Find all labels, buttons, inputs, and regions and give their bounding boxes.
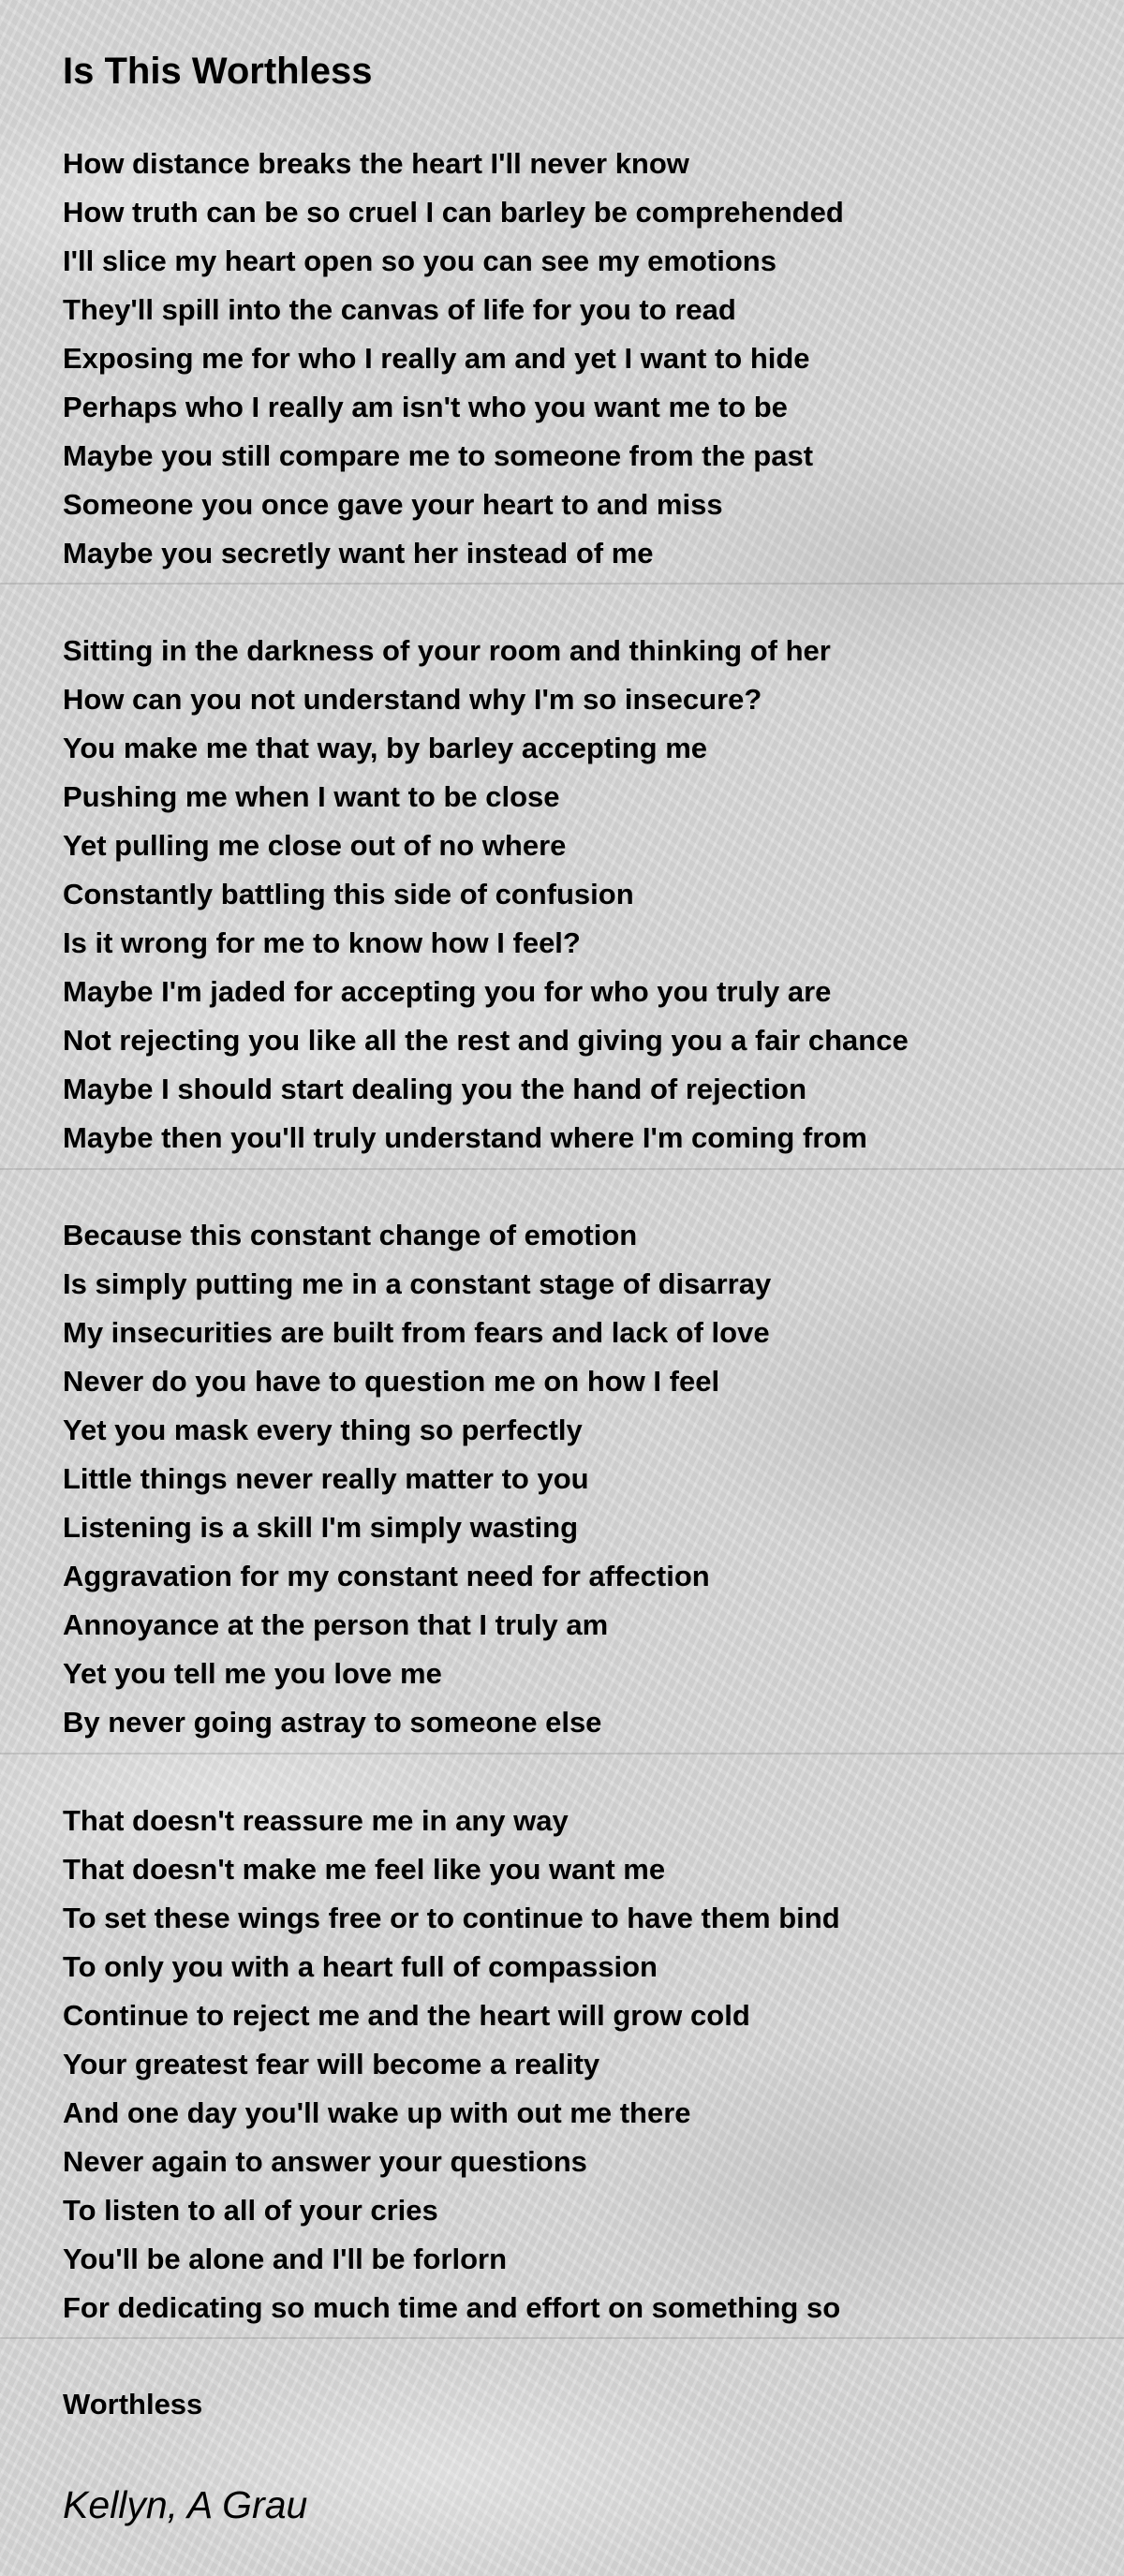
poem-line: You make me that way, by barley accepting me <box>63 732 707 764</box>
poem-line: Maybe I should start dealing you the hand of rejection <box>63 1073 807 1105</box>
poem-line: That doesn't make me feel like you want me <box>63 1853 666 1886</box>
poem-line: Your greatest fear will become a reality <box>63 2048 600 2080</box>
poem-line: Maybe I'm jaded for accepting you for who you truly are <box>63 975 832 1008</box>
stanza-2 <box>63 627 1093 1162</box>
poem-line: For dedicating so much time and effort on something so <box>63 2291 841 2324</box>
background-seam <box>0 1168 1124 1170</box>
poem-line: Perhaps who I really am isn't who you want me to be <box>63 391 788 423</box>
poem-line: Worthless <box>63 2388 203 2421</box>
poem-line: Annoyance at the person that I truly am <box>63 1608 609 1641</box>
stanza-5 <box>63 2380 1093 2429</box>
poem-line: How can you not understand why I'm so insecure? <box>63 683 762 716</box>
background-seam <box>0 1753 1124 1754</box>
poem-line: Continue to reject me and the heart will grow cold <box>63 1999 750 2032</box>
stanza-3 <box>63 1211 1093 1747</box>
background-seam <box>0 2337 1124 2339</box>
stanza-4 <box>63 1797 1093 2332</box>
poem-line: Never do you have to question me on how I feel <box>63 1365 720 1398</box>
poem-line: I'll slice my heart open so you can see my emotions <box>63 244 776 277</box>
poem-line: They'll spill into the canvas of life for you to read <box>63 293 736 326</box>
poem-line: Aggravation for my constant need for affection <box>63 1560 710 1592</box>
poem-line: Someone you once gave your heart to and miss <box>63 488 723 521</box>
poem-line: Yet you tell me you love me <box>63 1657 442 1690</box>
poem-line: To set these wings free or to continue to have them bind <box>63 1902 840 1934</box>
poem-line: Maybe then you'll truly understand where I'm coming from <box>63 1121 867 1154</box>
poem-line: Is simply putting me in a constant stage of disarray <box>63 1267 772 1300</box>
poem-line: Sitting in the darkness of your room and thinking of her <box>63 634 831 667</box>
poem-line: Constantly battling this side of confusion <box>63 878 634 910</box>
poem-line: Maybe you secretly want her instead of me <box>63 537 654 570</box>
poem-line: To only you with a heart full of compassion <box>63 1950 658 1983</box>
poem-line: Little things never really matter to you <box>63 1462 589 1495</box>
poem-line: Not rejecting you like all the rest and giving you a fair chance <box>63 1024 909 1057</box>
poem-line: How distance breaks the heart I'll never know <box>63 147 689 180</box>
poem-line: Exposing me for who I really am and yet I want to hide <box>63 342 810 375</box>
poem-line: Yet pulling me close out of no where <box>63 829 567 862</box>
poem-line: Yet you mask every thing so perfectly <box>63 1414 583 1446</box>
poem-line: Because this constant change of emotion <box>63 1219 638 1251</box>
poem-line: Never again to answer your questions <box>63 2145 587 2178</box>
poem-line: Maybe you still compare me to someone from the past <box>63 439 814 472</box>
poem-line: To listen to all of your cries <box>63 2194 438 2227</box>
poem-author: Kellyn, A Grau <box>63 2483 308 2526</box>
poem-line: Listening is a skill I'm simply wasting <box>63 1511 579 1544</box>
poem-line: My insecurities are built from fears and lack of love <box>63 1316 770 1349</box>
poem-title: Is This Worthless <box>63 51 373 92</box>
poem-line: And one day you'll wake up with out me there <box>63 2096 691 2129</box>
poem-line: You'll be alone and I'll be forlorn <box>63 2243 508 2275</box>
stanza-1 <box>63 140 1093 578</box>
poem-line: By never going astray to someone else <box>63 1706 602 1739</box>
poem-line: Is it wrong for me to know how I feel? <box>63 926 581 959</box>
poem-line: That doesn't reassure me in any way <box>63 1804 569 1837</box>
background-seam <box>0 583 1124 585</box>
poem-line: Pushing me when I want to be close <box>63 780 560 813</box>
poem-line: How truth can be so cruel I can barley be comprehended <box>63 196 844 229</box>
